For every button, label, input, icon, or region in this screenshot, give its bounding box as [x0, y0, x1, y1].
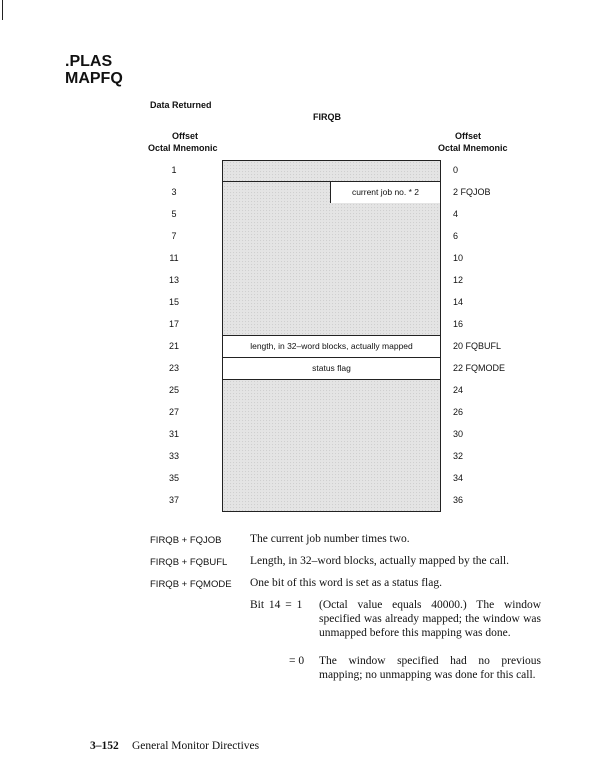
right-offset-label: 4: [453, 209, 459, 219]
desc-text-fqjob: The current job number times two.: [250, 533, 410, 545]
page-number: 3–152: [90, 740, 119, 752]
footer-title: General Monitor Directives: [132, 740, 260, 752]
desc-label-fqbufl: FIRQB + FQBUFL: [150, 557, 228, 568]
right-offset-label: 20 FQBUFL: [453, 341, 502, 351]
bit14-set-label: Bit 14 = 1: [250, 599, 303, 611]
left-offset-label: 25: [168, 385, 179, 395]
left-header-offset: Offset: [171, 131, 198, 141]
firqb-word-2: [222, 182, 441, 204]
bit14-clear-label: = 0: [289, 655, 305, 667]
left-offset-label: 17: [168, 319, 179, 329]
right-header-mnemonic: Octal Mnemonic: [438, 143, 508, 153]
right-offset-label: 22 FQMODE: [453, 363, 506, 373]
right-offset-label: 0: [453, 165, 459, 175]
left-offset-label: 35: [168, 473, 179, 483]
left-header-mnemonic: Octal Mnemonic: [148, 143, 218, 153]
scan-edge-mark: [2, 0, 3, 20]
left-offset-label: 21: [168, 341, 179, 351]
desc-label-fqmode: FIRQB + FQMODE: [150, 579, 232, 590]
bit14-clear-text: The window specified had no previous mapping; no unmapping was done for this call.: [319, 655, 541, 681]
right-offset-label: 30: [453, 429, 464, 439]
left-offset-label: 15: [168, 297, 179, 307]
left-offset-label: 37: [168, 495, 179, 505]
desc-text-fqmode: One bit of this word is set as a status flag.: [250, 577, 442, 589]
right-offset-label: 26: [453, 407, 464, 417]
left-offset-label: 5: [171, 209, 177, 219]
right-offset-label: 34: [453, 473, 464, 483]
firqb-words-24-36: [222, 379, 441, 512]
page-title-plas: .PLAS: [65, 53, 113, 70]
firqb-word-0: [222, 160, 441, 182]
right-offset-label: 24: [453, 385, 464, 395]
left-offset-label: 7: [171, 231, 177, 241]
page-title-mapfq: MAPFQ: [65, 70, 123, 87]
status-flag-cell: status flag: [222, 357, 441, 380]
firqb-words-4-16: [222, 203, 441, 336]
right-offset-label: 16: [453, 319, 464, 329]
right-offset-label: 36: [453, 495, 464, 505]
left-offset-label: 33: [168, 451, 179, 461]
desc-text-fqbufl: Length, in 32–word blocks, actually mapped by the call.: [250, 555, 510, 567]
section-heading: Data Returned: [150, 100, 212, 110]
right-offset-label: 2 FQJOB: [453, 187, 491, 197]
left-offset-label: 23: [168, 363, 179, 373]
length-cell: length, in 32–word blocks, actually mapped: [222, 335, 441, 358]
right-offset-label: 14: [453, 297, 464, 307]
right-offset-label: 6: [453, 231, 459, 241]
firqb-word-2-unused: [223, 182, 331, 203]
right-offset-label: 32: [453, 451, 464, 461]
right-offset-label: 10: [453, 253, 464, 263]
left-offset-label: 27: [168, 407, 179, 417]
left-offset-label: 3: [171, 187, 177, 197]
right-offset-label: 12: [453, 275, 464, 285]
desc-label-fqjob: FIRQB + FQJOB: [150, 535, 222, 546]
left-offset-label: 11: [169, 253, 179, 263]
left-offset-label: 31: [168, 429, 179, 439]
job-number-cell: current job no. * 2: [351, 187, 420, 197]
diagram-title: FIRQB: [313, 112, 341, 122]
left-offset-label: 13: [168, 275, 179, 285]
bit14-set-text: (Octal value equals 40000.) The window specified was already mapped; the window was unmapped before this mapping was done.: [319, 599, 541, 639]
right-header-offset: Offset: [455, 131, 482, 141]
left-offset-label: 1: [171, 165, 177, 175]
